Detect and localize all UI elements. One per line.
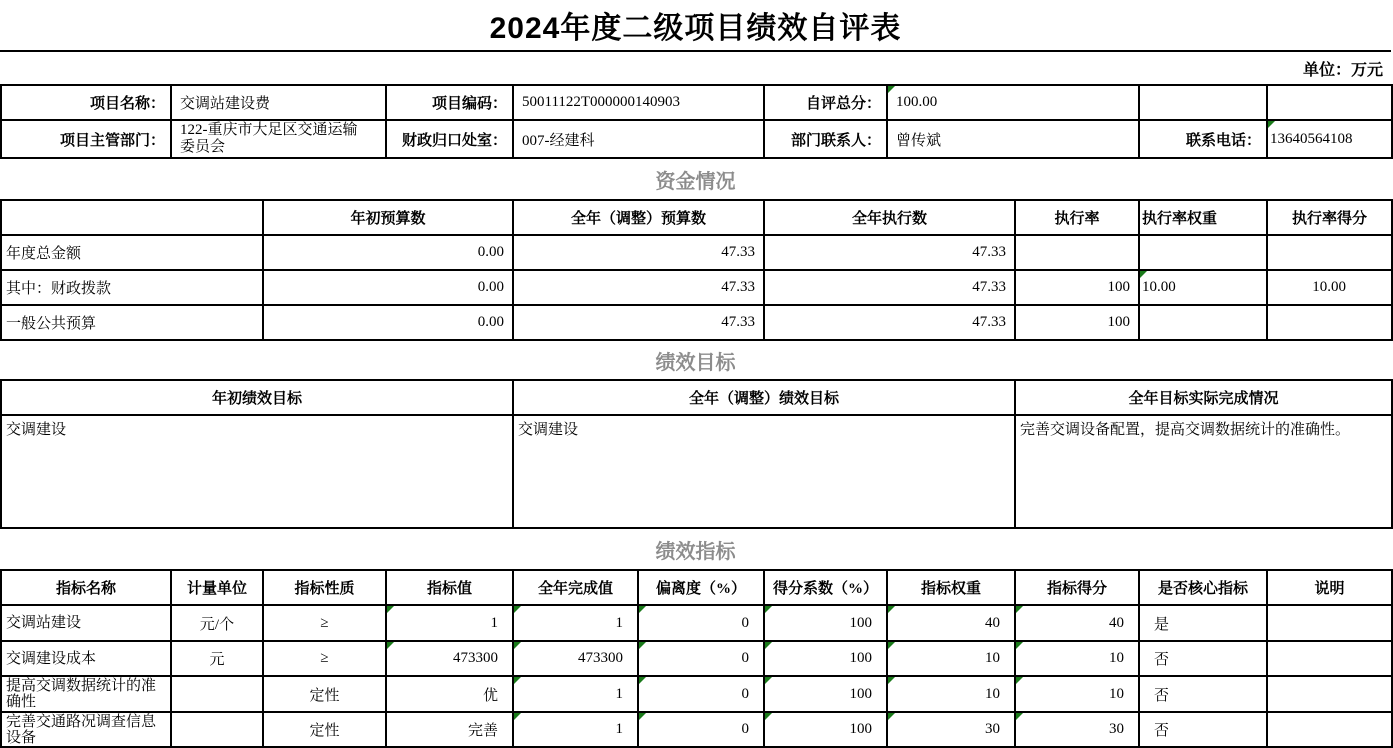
indicator-unit-cell[interactable]: 元/个 — [171, 605, 263, 641]
indicator-unit-cell[interactable]: 元 — [171, 641, 263, 676]
empty-cell[interactable] — [1267, 85, 1392, 120]
indicator-core-cell[interactable]: 否 — [1139, 712, 1267, 747]
finance-office-label: 财政归口处室： — [386, 120, 513, 158]
error-indicator-icon — [1268, 121, 1275, 128]
ind-col-unit: 计量单位 — [171, 570, 263, 605]
indicator-completed-text: 1 — [615, 721, 623, 737]
error-indicator-icon — [888, 713, 895, 720]
rate-score-cell[interactable]: 10.00 — [1267, 270, 1392, 305]
phone-text: 13640564108 — [1270, 130, 1353, 147]
error-indicator-icon — [888, 677, 895, 684]
indicator-weight-cell[interactable] — [887, 641, 1015, 676]
executed-cell[interactable]: 47.33 — [764, 305, 1015, 340]
indicator-completed-text: 1 — [615, 614, 623, 631]
indicator-score-text: 30 — [1109, 721, 1124, 737]
indicator-row-3 — [1, 676, 1392, 712]
indicator-completed-cell[interactable] — [513, 712, 638, 747]
indicator-score-text: 10 — [1109, 650, 1124, 666]
indicator-weight-cell[interactable] — [887, 676, 1015, 712]
funding-row-fiscal — [1, 270, 1392, 305]
indicator-deviation-cell[interactable] — [638, 712, 764, 747]
page-title: 2024年度二级项目绩效自评表 — [0, 0, 1391, 52]
error-indicator-icon — [514, 606, 521, 613]
ind-col-score: 指标得分 — [1015, 570, 1139, 605]
indicator-name-cell[interactable]: 交调建设成本 — [1, 641, 171, 676]
error-indicator-icon — [639, 713, 646, 720]
indicator-row-2 — [1, 641, 1392, 676]
rate-weight-cell[interactable] — [1139, 305, 1267, 340]
indicator-coefficient-cell[interactable] — [764, 676, 887, 712]
initial-goal-cell[interactable]: 交调建设 — [1, 415, 513, 528]
self-score-value[interactable] — [887, 85, 1139, 120]
funding-col-blank — [1, 200, 263, 235]
indicator-row-4 — [1, 712, 1392, 747]
ind-col-name: 指标名称 — [1, 570, 171, 605]
indicator-coefficient-text: 100 — [849, 650, 872, 666]
indicator-unit-cell[interactable] — [171, 712, 263, 747]
error-indicator-icon — [765, 642, 772, 649]
ind-col-target: 指标值 — [386, 570, 513, 605]
indicator-nature-cell[interactable]: 定性 — [263, 676, 386, 712]
indicator-completed-cell[interactable] — [513, 641, 638, 676]
funding-table — [0, 199, 1393, 341]
indicator-unit-cell[interactable] — [171, 676, 263, 712]
indicator-nature-cell[interactable]: ≥ — [263, 641, 386, 676]
indicator-weight-cell[interactable] — [887, 605, 1015, 641]
goals-col-initial: 年初绩效目标 — [1, 380, 513, 415]
error-indicator-icon — [888, 86, 895, 93]
dept-label: 项目主管部门： — [1, 120, 171, 158]
rate-score-cell[interactable] — [1267, 235, 1392, 270]
initial-budget-cell[interactable]: 0.00 — [263, 235, 513, 270]
indicator-score-cell[interactable] — [1015, 712, 1139, 747]
indicator-name-cell[interactable]: 完善交通路况调查信息设备 — [1, 712, 171, 747]
executed-cell[interactable]: 47.33 — [764, 270, 1015, 305]
unit-note-row — [0, 52, 1391, 84]
phone-label: 联系电话： — [1139, 120, 1267, 158]
indicator-weight-text: 30 — [985, 721, 1000, 737]
funding-col-initial-budget: 年初预算数 — [263, 200, 513, 235]
goals-col-actual: 全年目标实际完成情况 — [1015, 380, 1392, 415]
indicator-score-cell[interactable] — [1015, 641, 1139, 676]
initial-budget-cell[interactable]: 0.00 — [263, 270, 513, 305]
error-indicator-icon — [639, 606, 646, 613]
adjusted-budget-cell[interactable]: 47.33 — [513, 305, 764, 340]
indicator-name-cell[interactable]: 交调站建设 — [1, 605, 171, 641]
adjusted-goal-cell[interactable]: 交调建设 — [513, 415, 1015, 528]
error-indicator-icon — [514, 642, 521, 649]
error-indicator-icon — [1016, 677, 1023, 684]
indicator-deviation-text: 0 — [741, 685, 749, 702]
indicator-note-cell[interactable] — [1267, 676, 1392, 712]
error-indicator-icon — [639, 677, 646, 684]
goals-content-row — [1, 415, 1392, 528]
indicators-header-row — [1, 570, 1392, 605]
indicator-completed-cell[interactable] — [513, 605, 638, 641]
indicator-note-cell[interactable] — [1267, 641, 1392, 676]
indicator-weight-cell[interactable] — [887, 712, 1015, 747]
error-indicator-icon — [1016, 642, 1023, 649]
indicators-table — [0, 569, 1393, 748]
funding-row-public-budget — [1, 305, 1392, 340]
indicator-weight-text: 10 — [985, 685, 1000, 702]
adjusted-budget-cell[interactable]: 47.33 — [513, 235, 764, 270]
initial-budget-cell[interactable]: 0.00 — [263, 305, 513, 340]
indicator-deviation-cell[interactable] — [638, 605, 764, 641]
indicator-coefficient-text: 100 — [849, 614, 872, 631]
actual-completion-cell[interactable]: 完善交调设备配置，提高交调数据统计的准确性。 — [1015, 415, 1392, 528]
exec-rate-cell[interactable]: 100 — [1015, 305, 1139, 340]
indicator-score-text: 40 — [1109, 614, 1124, 631]
ind-col-coefficient: 得分系数（%） — [764, 570, 887, 605]
indicator-deviation-cell[interactable] — [638, 676, 764, 712]
indicator-core-cell[interactable]: 否 — [1139, 641, 1267, 676]
funding-col-rate-weight: 执行率权重 — [1139, 200, 1267, 235]
indicator-note-cell[interactable] — [1267, 605, 1392, 641]
indicator-target-cell[interactable]: 完善 — [386, 712, 513, 747]
indicator-target-cell[interactable]: 优 — [386, 676, 513, 712]
error-indicator-icon — [639, 642, 646, 649]
indicator-completed-text: 1 — [615, 685, 623, 702]
indicator-coefficient-cell[interactable] — [764, 605, 887, 641]
funding-col-rate-score: 执行率得分 — [1267, 200, 1392, 235]
contact-value[interactable]: 曾传斌 — [887, 120, 1139, 158]
indicator-deviation-text: 0 — [741, 614, 749, 631]
exec-rate-cell[interactable]: 100 — [1015, 270, 1139, 305]
indicator-completed-cell[interactable] — [513, 676, 638, 712]
project-info-table — [0, 84, 1393, 159]
dept-value[interactable]: 122-重庆市大足区交通运输委员会 — [171, 120, 386, 158]
ind-col-note: 说明 — [1267, 570, 1392, 605]
goals-table — [0, 379, 1393, 529]
indicator-note-cell[interactable] — [1267, 712, 1392, 747]
indicator-completed-text: 473300 — [578, 650, 623, 666]
rate-weight-cell[interactable] — [1139, 270, 1267, 305]
indicator-deviation-text: 0 — [741, 721, 749, 737]
error-indicator-icon — [1016, 713, 1023, 720]
indicator-core-cell[interactable]: 是 — [1139, 605, 1267, 641]
goals-col-adjusted: 全年（调整）绩效目标 — [513, 380, 1015, 415]
indicator-coefficient-cell[interactable] — [764, 641, 887, 676]
error-indicator-icon — [888, 642, 895, 649]
project-info-row-2 — [1, 120, 1392, 158]
exec-rate-cell[interactable] — [1015, 235, 1139, 270]
ind-col-completed: 全年完成值 — [513, 570, 638, 605]
project-name-label: 项目名称： — [1, 85, 171, 120]
indicator-target-text: 473300 — [453, 650, 498, 666]
rate-weight-text: 10.00 — [1142, 279, 1176, 295]
funding-header-row — [1, 200, 1392, 235]
error-indicator-icon — [1016, 606, 1023, 613]
error-indicator-icon — [387, 606, 394, 613]
funding-col-adjusted-budget: 全年（调整）预算数 — [513, 200, 764, 235]
funding-col-executed: 全年执行数 — [764, 200, 1015, 235]
ind-col-deviation: 偏离度（%） — [638, 570, 764, 605]
indicator-weight-text: 10 — [985, 650, 1000, 666]
section-goals-title: 绩效目标 — [655, 351, 736, 374]
error-indicator-icon — [1140, 271, 1147, 278]
executed-cell[interactable]: 47.33 — [764, 235, 1015, 270]
empty-cell[interactable] — [1139, 85, 1267, 120]
adjusted-budget-cell[interactable]: 47.33 — [513, 270, 764, 305]
indicator-coefficient-text: 100 — [849, 685, 872, 702]
error-indicator-icon — [387, 642, 394, 649]
funding-row-label: 其中：财政拨款 — [1, 270, 263, 305]
project-code-label: 项目编码： — [386, 85, 513, 120]
funding-row-label: 年度总金额 — [1, 235, 263, 270]
phone-value[interactable] — [1267, 120, 1392, 158]
rate-score-cell[interactable] — [1267, 305, 1392, 340]
funding-row-total — [1, 235, 1392, 270]
error-indicator-icon — [514, 677, 521, 684]
self-score-text: 100.00 — [896, 94, 938, 110]
indicator-target-cell[interactable] — [386, 641, 513, 676]
ind-col-nature: 指标性质 — [263, 570, 386, 605]
error-indicator-icon — [888, 606, 895, 613]
contact-label: 部门联系人： — [764, 120, 887, 158]
indicator-nature-cell[interactable]: 定性 — [263, 712, 386, 747]
error-indicator-icon — [765, 713, 772, 720]
ind-col-weight: 指标权重 — [887, 570, 1015, 605]
rate-weight-cell[interactable] — [1139, 235, 1267, 270]
project-name-value[interactable]: 交调站建设费 — [171, 85, 386, 120]
project-info-row-1 — [1, 85, 1392, 120]
indicator-target-text: 1 — [490, 614, 498, 631]
funding-col-exec-rate: 执行率 — [1015, 200, 1139, 235]
error-indicator-icon — [765, 606, 772, 613]
indicator-name-cell[interactable]: 提高交调数据统计的准确性 — [1, 676, 171, 712]
project-code-value[interactable]: 50011122T000000140903 — [513, 85, 764, 120]
indicator-deviation-cell[interactable] — [638, 641, 764, 676]
funding-row-label: 一般公共预算 — [1, 305, 263, 340]
indicator-score-cell[interactable] — [1015, 605, 1139, 641]
indicator-nature-cell[interactable]: ≥ — [263, 605, 386, 641]
indicator-coefficient-cell[interactable] — [764, 712, 887, 747]
self-score-label: 自评总分： — [764, 85, 887, 120]
ind-col-core: 是否核心指标 — [1139, 570, 1267, 605]
indicator-score-text: 10 — [1109, 685, 1124, 702]
indicator-coefficient-text: 100 — [849, 721, 872, 737]
indicator-deviation-text: 0 — [741, 650, 749, 666]
error-indicator-icon — [514, 713, 521, 720]
finance-office-value[interactable]: 007-经建科 — [513, 120, 764, 158]
indicator-target-cell[interactable] — [386, 605, 513, 641]
unit-note: 单位：万元 — [1302, 61, 1383, 79]
section-funding-title: 资金情况 — [655, 170, 736, 193]
indicator-row-1 — [1, 605, 1392, 641]
section-indicators-title: 绩效指标 — [655, 540, 736, 563]
error-indicator-icon — [765, 677, 772, 684]
indicator-core-cell[interactable]: 否 — [1139, 676, 1267, 712]
indicator-score-cell[interactable] — [1015, 676, 1139, 712]
indicator-weight-text: 40 — [985, 614, 1000, 631]
goals-header-row — [1, 380, 1392, 415]
